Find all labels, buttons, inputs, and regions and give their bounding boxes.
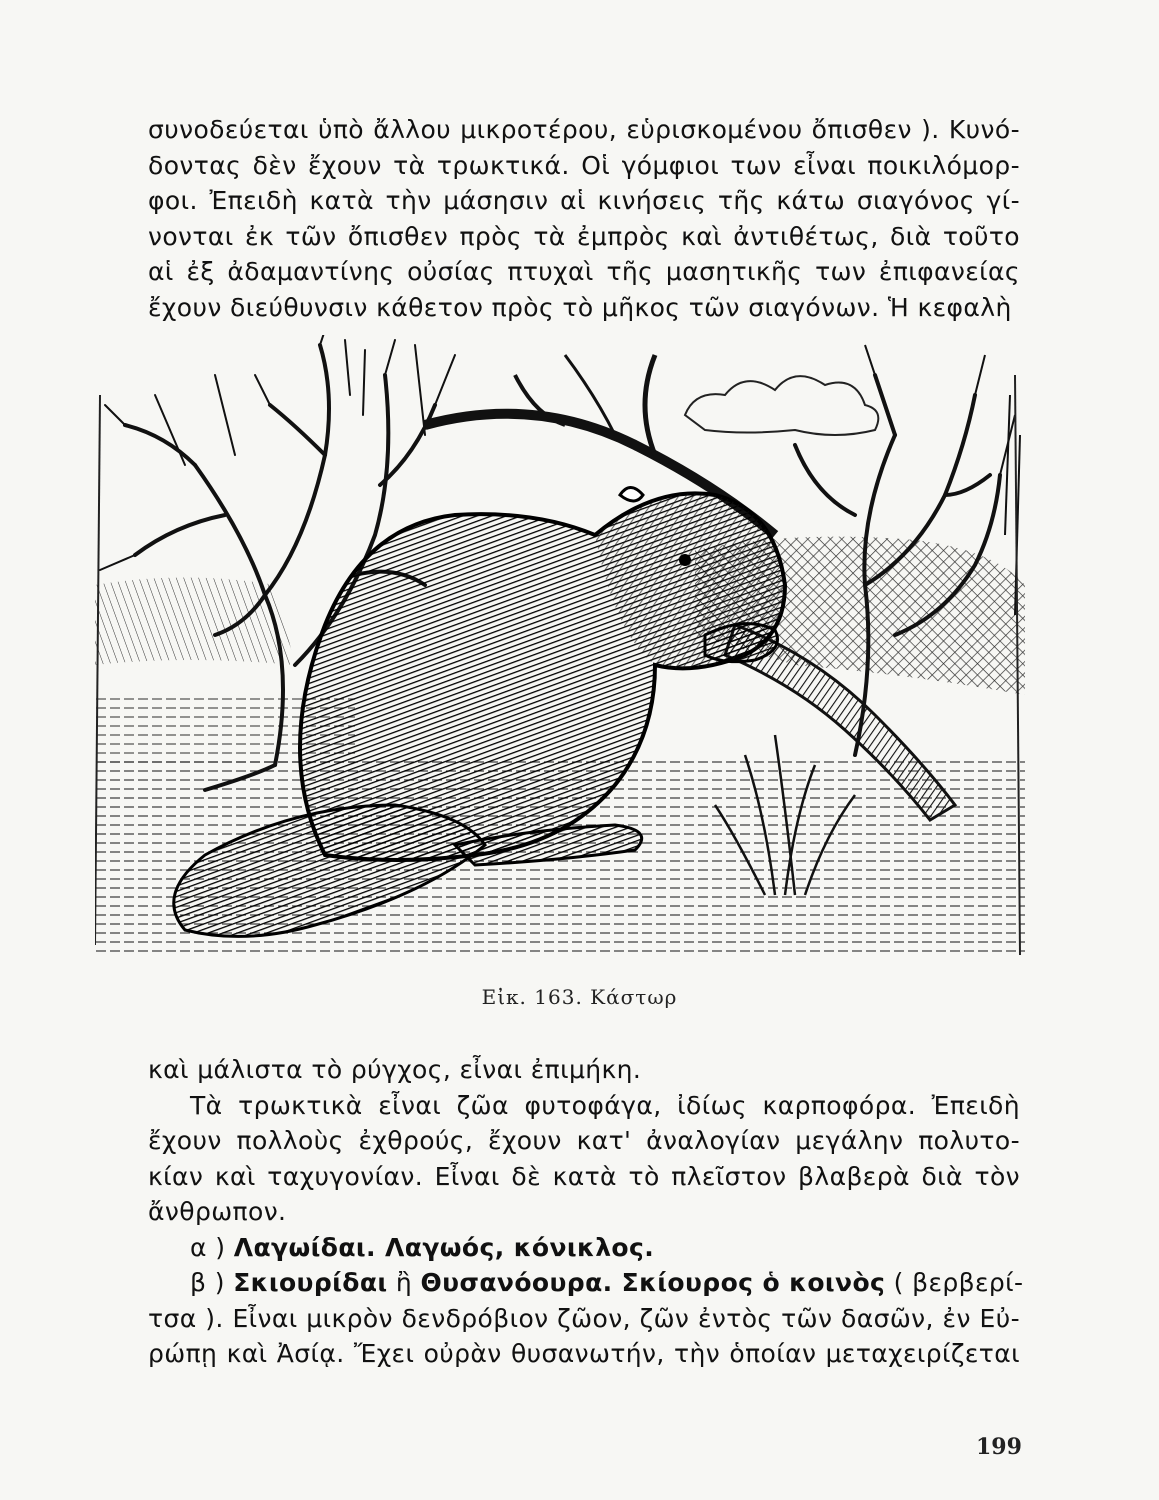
text-line: ρώπῃ καὶ Ἀσίᾳ. Ἔχει οὐρὰν θυσανωτήν, τὴν ὁποίαν μεταχειρίζεται [148, 1339, 1020, 1368]
text-line: ἔχουν πολλοὺς ἐχθρούς, ἔχουν κατ' ἀναλογίαν μεγάλην πολυτο- [148, 1126, 1020, 1155]
text-line: ἔχουν διεύθυνσιν κάθετον πρὸς τὸ μῆκος τῶν σιαγόνων. Ἡ κεφαλὴ [148, 292, 1012, 322]
item-b-connector: ἢ [387, 1268, 421, 1297]
paragraph-top [148, 112, 1020, 325]
item-b [148, 1265, 1024, 1301]
text-line: δοντας δὲν ἔχουν τὰ τρωκτικά. Οἱ γόμφιοι των εἶναι ποικιλόμορ- [148, 150, 1020, 180]
item-a [148, 1230, 1020, 1266]
text-line: Τὰ τρωκτικὰ εἶναι ζῶα φυτοφάγα, ἰδίως καρποφόρα. Ἐπειδὴ [190, 1090, 1020, 1120]
figure-caption: Εἰκ. 163. Κάστωρ [481, 985, 678, 1009]
text-line: κίαν καὶ ταχυγονίαν. Εἶναι δὲ κατὰ τὸ πλεῖστον βλαβερὰ διὰ τὸν [148, 1161, 1020, 1191]
text-line: ἄνθρωπον. [148, 1197, 287, 1226]
beaver-illustration [95, 335, 1025, 965]
text-line: αἱ ἐξ ἀδαμαντίνης οὐσίας πτυχαὶ τῆς μασητικῆς των ἐπιφανείας [148, 257, 1020, 286]
text-line: νονται ἐκ τῶν ὄπισθεν πρὸς τὰ ἐμπρὸς καὶ ἀντιθέτως, διὰ τοῦτο [148, 221, 1020, 251]
item-b-rest: ( βερβερί- [885, 1268, 1024, 1297]
text-line: τσα ). Εἶναι μικρὸν δενδρόβιον ζῶον, ζῶν ἐντὸς τῶν δασῶν, ἐν Εὐ- [148, 1303, 1020, 1333]
item-b-species: Θυσανόουρα. Σκίουρος ὁ κοινὸς [420, 1268, 886, 1297]
paragraph-rodents [148, 1052, 1024, 1372]
item-a-title: Λαγωίδαι. Λαγωός, κόνικλος. [233, 1232, 655, 1262]
item-b-family: Σκιουρίδαι [233, 1268, 388, 1297]
item-b-prefix: β ) [190, 1268, 234, 1297]
text-line: φοι. Ἐπειδὴ κατὰ τὴν μάσησιν αἱ κινήσεις τῆς κάτω σιαγόνος γί- [148, 186, 1020, 215]
text-line: συνοδεύεται ὑπὸ ἄλλου μικροτέρου, εὑρισκομένου ὄπισθεν ). Κυνό- [148, 115, 1020, 144]
text-line: καὶ μάλιστα τὸ ρύγχος, εἶναι ἐπιμήκη. [148, 1055, 642, 1084]
page-number: 199 [976, 1434, 1022, 1460]
beaver-engraving [95, 335, 1025, 965]
item-a-prefix: α ) [190, 1232, 234, 1262]
